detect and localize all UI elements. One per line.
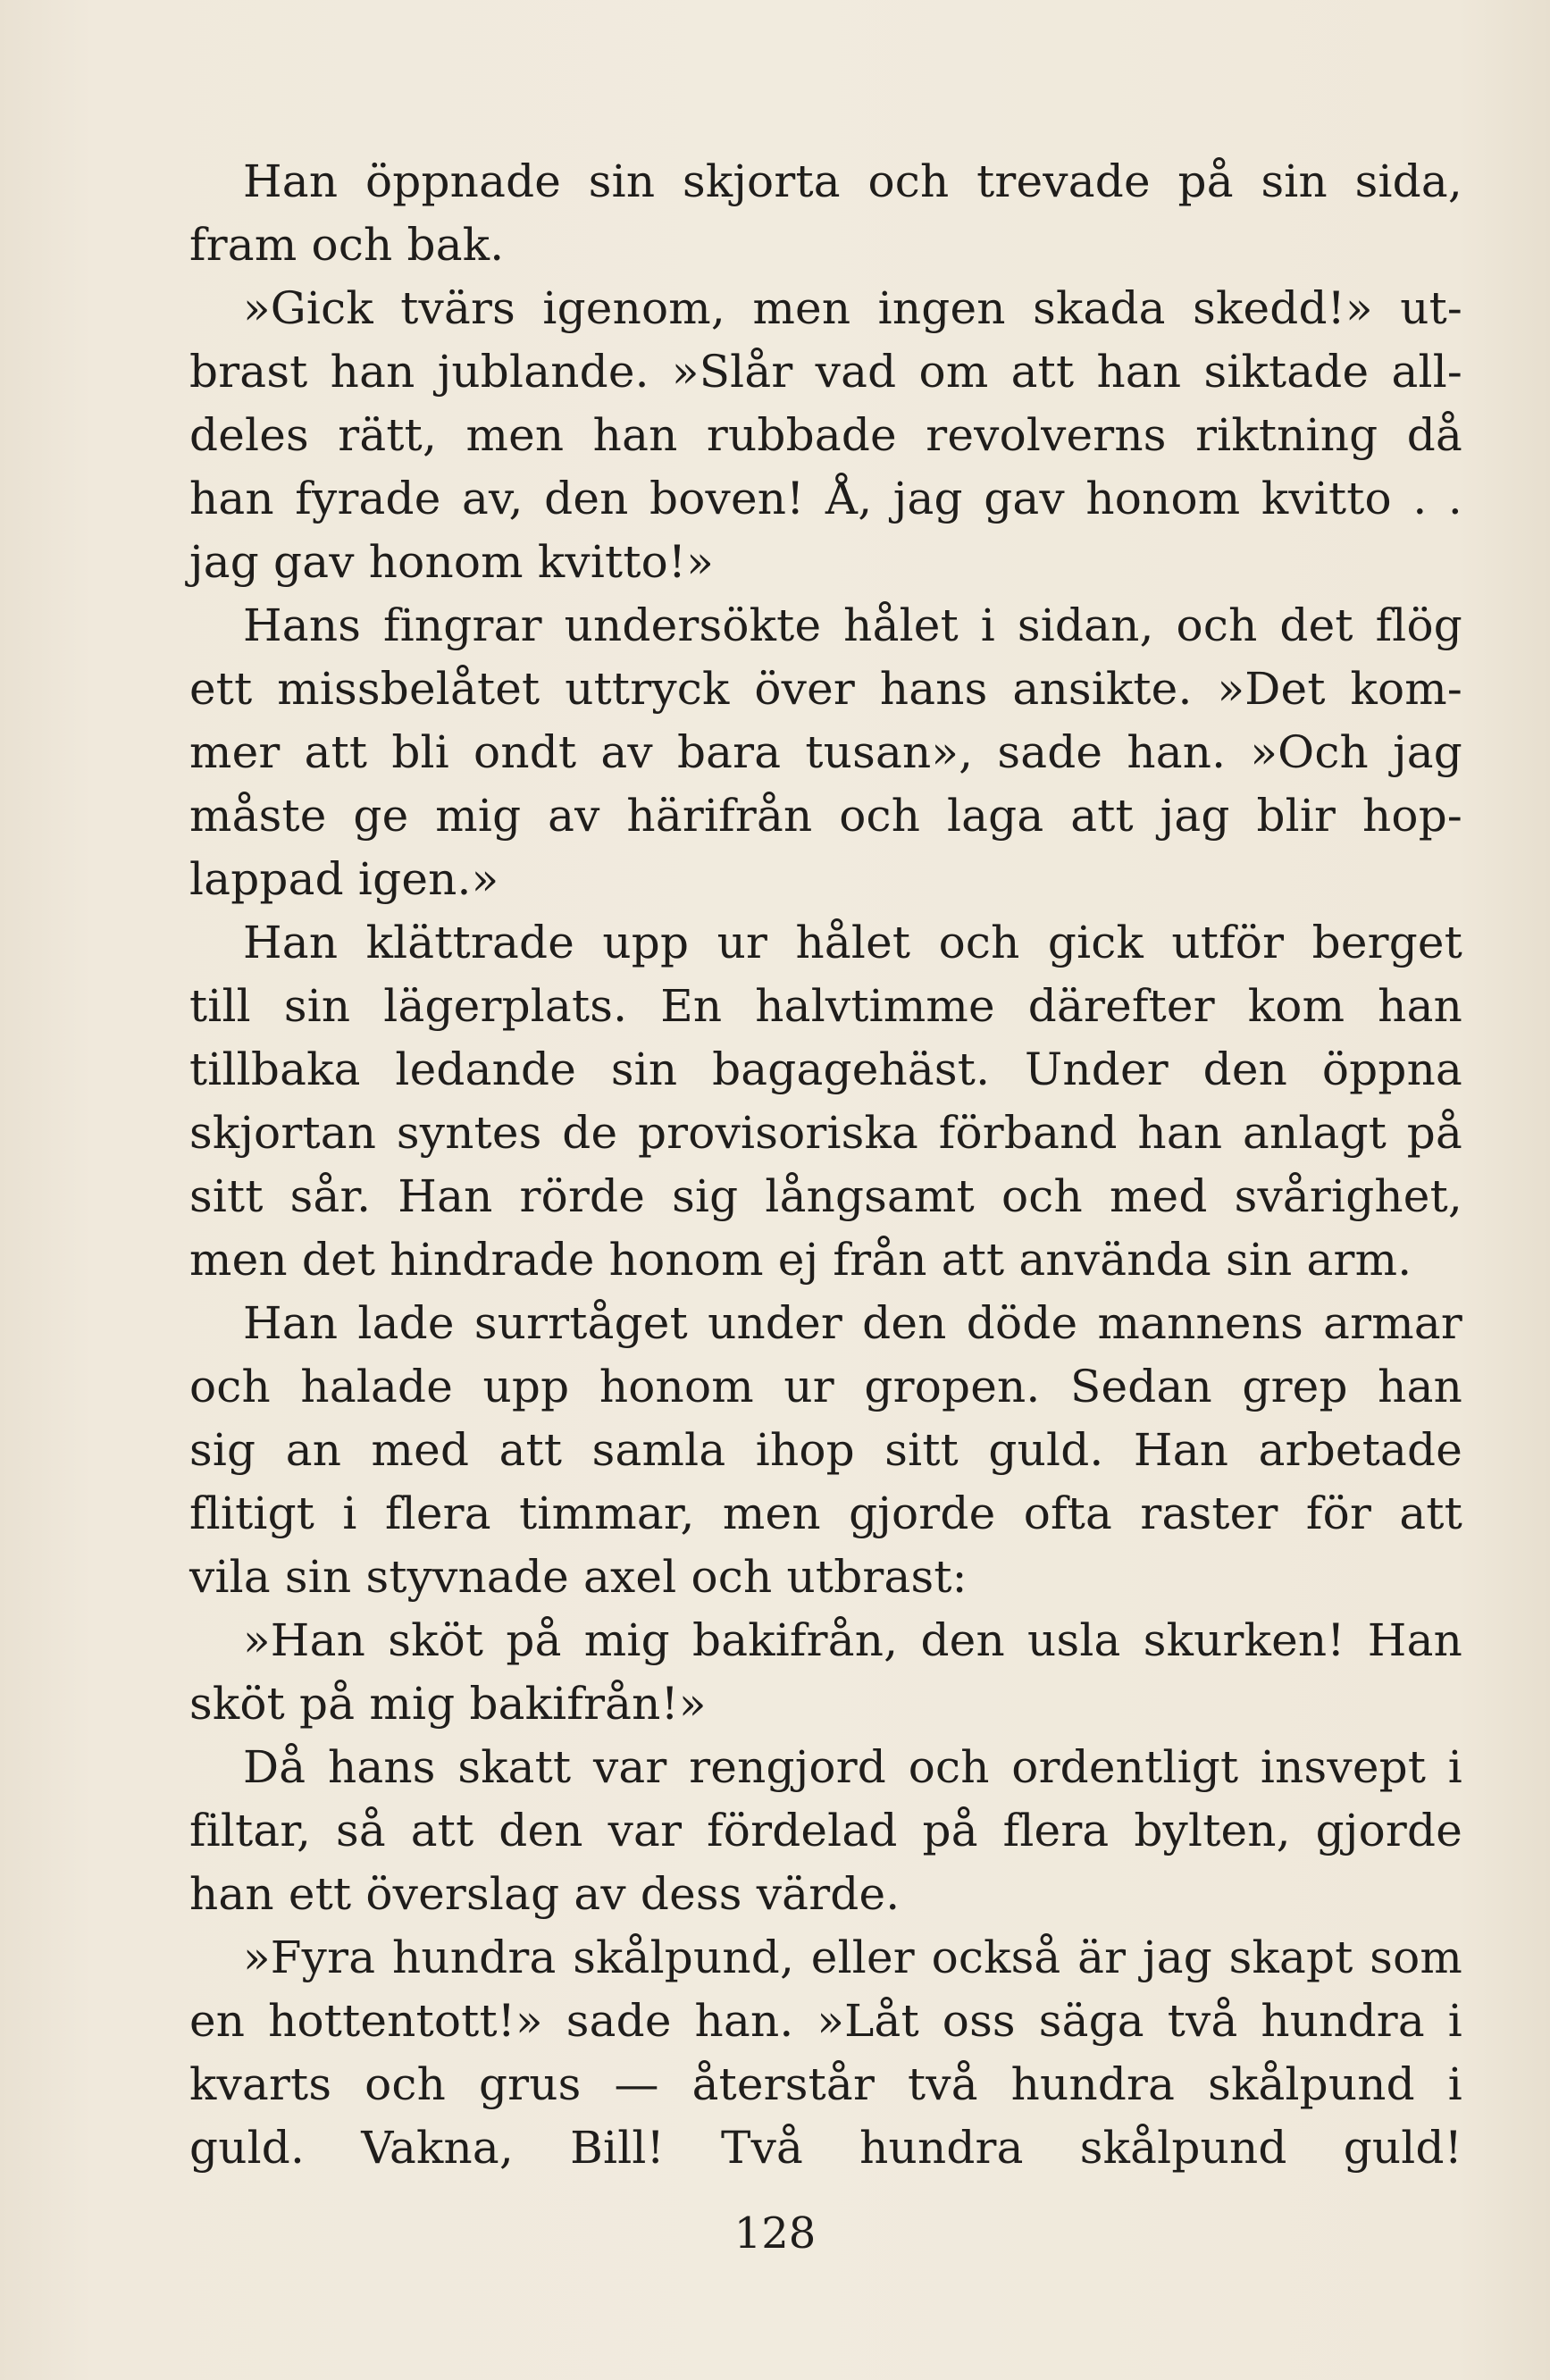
text-line: »Han sköt på mig bakifrån, den usla skurken! Han	[243, 1614, 1462, 1666]
text-line: måste ge mig av härifrån och laga att jag blir hop-	[189, 790, 1462, 842]
text-line: Hans fingrar undersökte hålet i sidan, och det flög	[243, 599, 1462, 651]
text-line: flitigt i flera timmar, men gjorde ofta raster för att	[189, 1488, 1462, 1539]
text-line: och halade upp honom ur gropen. Sedan grep han	[189, 1361, 1462, 1412]
text-line: »Gick tvärs igenom, men ingen skada skedd!» ut-	[243, 282, 1462, 334]
text-line: han ett överslag av dess värde.	[189, 1868, 901, 1920]
text-line: sig an med att samla ihop sitt guld. Han arbetade	[189, 1424, 1462, 1476]
text-line: till sin lägerplats. En halvtimme därefter kom han	[189, 980, 1462, 1032]
body-text	[189, 150, 1462, 2180]
text-line: vila sin styvnade axel och utbrast:	[189, 1551, 968, 1603]
text-line: han fyrade av, den boven! Å, jag gav honom kvitto . .	[189, 473, 1462, 524]
text-line: Han klättrade upp ur hålet och gick utför berget	[243, 917, 1462, 968]
text-line: fram och bak.	[189, 219, 505, 271]
text-line: guld. Vakna, Bill! Två hundra skålpund guld!	[189, 2122, 1462, 2174]
text-line: en hottentott!» sade han. »Låt oss säga två hundra i	[189, 1995, 1462, 2047]
text-line: ett missbelåtet uttryck över hans ansikte. »Det kom-	[189, 663, 1462, 715]
text-line: deles rätt, men han rubbade revolverns riktning då	[189, 409, 1462, 461]
text-line: tillbaka ledande sin bagagehäst. Under den öppna	[189, 1043, 1462, 1095]
text-line: Han öppnade sin skjorta och trevade på sin sida,	[243, 155, 1462, 207]
text-line: lappad igen.»	[189, 853, 499, 905]
text-line: kvarts och grus — återstår två hundra skålpund i	[189, 2058, 1462, 2110]
text-line: sköt på mig bakifrån!»	[189, 1678, 707, 1730]
text-line: mer att bli ondt av bara tusan», sade han. »Och jag	[189, 726, 1462, 778]
text-line: filtar, så att den var fördelad på flera bylten, gjorde	[189, 1805, 1462, 1856]
text-line: jag gav honom kvitto!»	[189, 536, 714, 588]
text-line: »Fyra hundra skålpund, eller också är jag skapt som	[243, 1932, 1462, 1983]
page-number: 128	[733, 2208, 817, 2258]
text-line: men det hindrade honom ej från att använda sin arm.	[189, 1234, 1412, 1286]
text-line: Han lade surrtåget under den döde mannens armar	[243, 1297, 1462, 1349]
text-line: skjortan syntes de provisoriska förband han anlagt på	[189, 1107, 1462, 1159]
text-line: brast han jublande. »Slår vad om att han siktade all-	[189, 346, 1462, 398]
text-line: Då hans skatt var rengjord och ordentligt insvept i	[243, 1741, 1462, 1793]
text-line: sitt sår. Han rörde sig långsamt och med svårighet,	[189, 1170, 1462, 1222]
